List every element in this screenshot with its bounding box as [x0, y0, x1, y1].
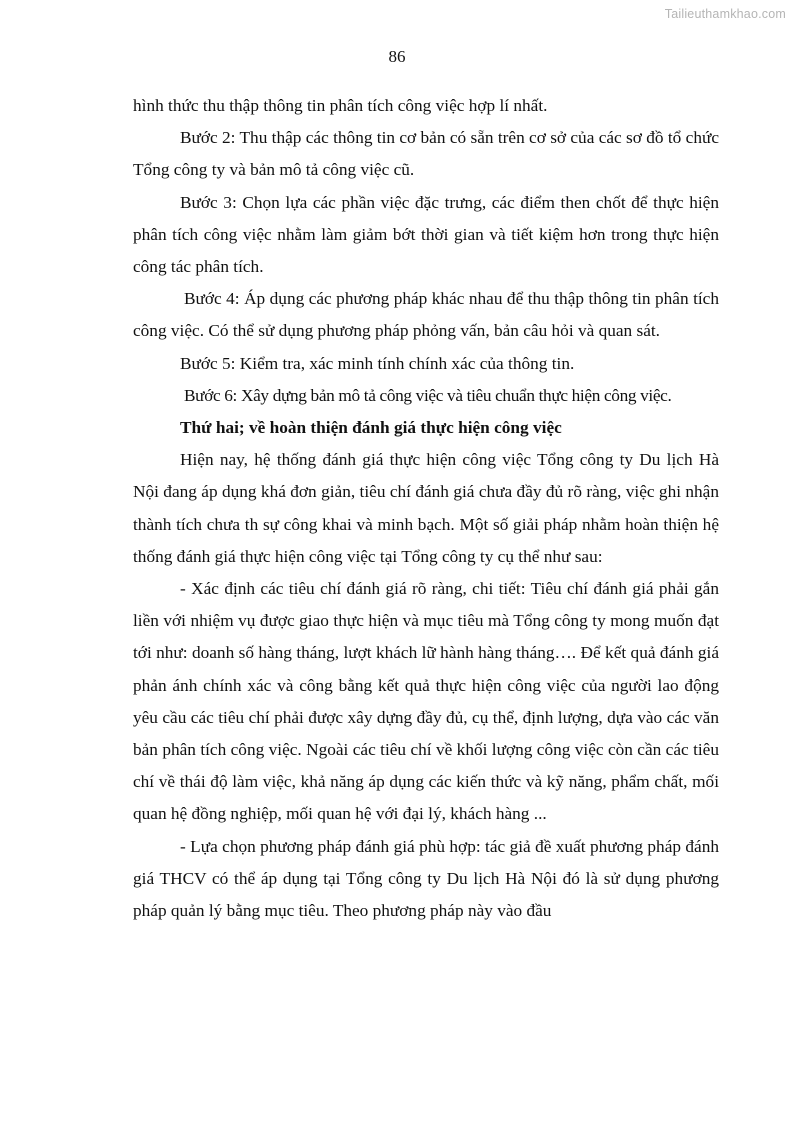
document-body — [133, 90, 719, 927]
paragraph-step-6: Bước 6: Xây dựng bản mô tả công việc và tiêu chuẩn thực hiện công việc. — [184, 385, 672, 405]
paragraph-criteria: - Xác định các tiêu chí đánh giá rõ ràng, chi tiết: Tiêu chí đánh giá phải gắn liền với nhiệm vụ được giao thực hiện và mục tiêu mà Tổng công ty mong muốn đạt tới như: doanh số hàng tháng, lượt khách lữ hành hàng tháng…. Để kết quả đánh giá phản ánh chính xác và công bằng kết quả thực hiện công việc của người lao động yêu cầu các tiêu chí phải được xây dựng đầy đủ, cụ thể, định lượng, dựa vào các văn bản phân tích công việc. Ngoài các tiêu chí về khối lượng công việc còn cần các tiêu chí về thái độ làm việc, khả năng áp dụng các kiến thức và kỹ năng, phẩm chất, mối quan hệ đồng nghiệp, mối quan hệ với đại lý, khách hàng ... — [133, 579, 719, 824]
page-number: 86 — [388, 47, 406, 66]
paragraph-current-state: Hiện nay, hệ thống đánh giá thực hiện công việc Tổng công ty Du lịch Hà Nội đang áp dụng khá đơn giản, tiêu chí đánh giá chưa đầy đủ rõ ràng, việc ghi nhận thành tích chưa th sự công khai và minh bạch. Một số giải pháp nhằm hoàn thiện hệ thống đánh giá thực hiện công việc tại Tổng công ty cụ thể như sau: — [133, 450, 719, 566]
paragraph-step-4: Bước 4: Áp dụng các phương pháp khác nhau để thu thập thông tin phân tích công việc. Có thể sử dụng phương pháp phỏng vấn, bản câu hỏi và quan sát. — [133, 289, 719, 341]
watermark-text: Tailieuthamkhao.com — [664, 7, 786, 21]
section-heading: Thứ hai; về hoàn thiện đánh giá thực hiện công việc — [180, 418, 562, 438]
paragraph-step-3: Bước 3: Chọn lựa các phần việc đặc trưng, các điểm then chốt để thực hiện phân tích công việc nhằm làm giảm bớt thời gian và tiết kiệm hơn trong thực hiện công tác phân tích. — [133, 192, 719, 277]
paragraph-method: - Lựa chọn phương pháp đánh giá phù hợp: tác giả đề xuất phương pháp đánh giá THCV có thể áp dụng tại Tổng công ty Du lịch Hà Nội đó là sử dụng phương pháp quản lý bằng mục tiêu. Theo phương pháp này vào đầu — [133, 836, 719, 921]
paragraph-step-2: Bước 2: Thu thập các thông tin cơ bản có sẵn trên cơ sở của các sơ đồ tổ chức Tổng công ty và bản mô tả công việc cũ. — [133, 128, 719, 180]
paragraph-step-5: Bước 5: Kiểm tra, xác minh tính chính xác của thông tin. — [180, 353, 575, 373]
paragraph-continuation: hình thức thu thập thông tin phân tích công việc hợp lí nhất. — [133, 96, 548, 115]
